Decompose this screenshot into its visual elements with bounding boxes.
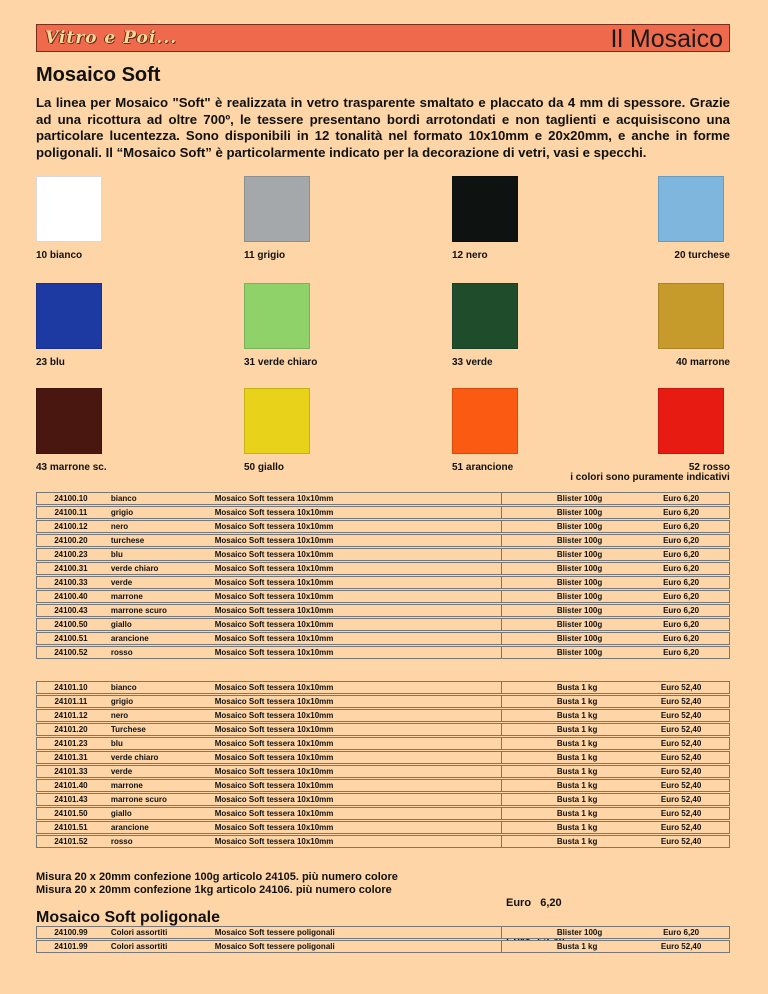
product-description: Mosaico Soft tessere poligonali xyxy=(209,940,501,953)
color-name: marrone scuro xyxy=(105,793,209,806)
article-code: 24100.99 xyxy=(36,926,105,939)
product-description: Mosaico Soft tessera 10x10mm xyxy=(209,618,501,631)
article-code: 24100.20 xyxy=(36,534,105,547)
package-size: Busta 1 kg xyxy=(551,765,627,778)
brand-logo: Vitro e Poi... xyxy=(45,28,178,48)
header-title: Il Mosaico xyxy=(610,25,723,53)
color-name: verde xyxy=(105,765,209,778)
color-name: bianco xyxy=(105,492,209,505)
cell-spacer xyxy=(501,779,551,792)
color-swatch xyxy=(452,176,518,242)
color-name: Colori assortiti xyxy=(105,926,209,939)
price-table-poligonale xyxy=(36,925,730,954)
table-row xyxy=(36,821,730,834)
price-cell: Euro 52,40 xyxy=(627,807,730,820)
color-name: Colori assortiti xyxy=(105,940,209,953)
cell-spacer xyxy=(501,926,551,939)
table-row xyxy=(36,646,730,659)
package-size: Blister 100g xyxy=(551,548,627,561)
swatch-label: 43 marrone sc. xyxy=(36,462,107,473)
table-row xyxy=(36,562,730,575)
cell-spacer xyxy=(501,940,551,953)
price-cell: Euro 6,20 xyxy=(627,520,730,533)
table-row xyxy=(36,548,730,561)
product-description: Mosaico Soft tessera 10x10mm xyxy=(209,548,501,561)
article-code: 24101.99 xyxy=(36,940,105,953)
color-name: nero xyxy=(105,520,209,533)
package-size: Busta 1 kg xyxy=(551,751,627,764)
product-description: Mosaico Soft tessera 10x10mm xyxy=(209,737,501,750)
price-cell: Euro 6,20 xyxy=(627,506,730,519)
article-code: 24100.10 xyxy=(36,492,105,505)
cell-spacer xyxy=(501,590,551,603)
article-code: 24100.31 xyxy=(36,562,105,575)
package-size: Busta 1 kg xyxy=(551,807,627,820)
price-cell: Euro 6,20 xyxy=(627,548,730,561)
color-name: Turchese xyxy=(105,723,209,736)
price-cell: Euro 52,40 xyxy=(627,723,730,736)
article-code: 24101.52 xyxy=(36,835,105,848)
summary-price: Euro 6,20 xyxy=(506,897,562,909)
color-name: verde chiaro xyxy=(105,751,209,764)
color-name: marrone scuro xyxy=(105,604,209,617)
package-size: Busta 1 kg xyxy=(551,723,627,736)
article-code: 24100.51 xyxy=(36,632,105,645)
package-size: Blister 100g xyxy=(551,604,627,617)
color-swatch xyxy=(36,388,102,454)
product-description: Mosaico Soft tessera 10x10mm xyxy=(209,506,501,519)
table-row xyxy=(36,723,730,736)
table-row xyxy=(36,709,730,722)
swatch-label: 52 rosso xyxy=(688,462,730,473)
table-row xyxy=(36,779,730,792)
cell-spacer xyxy=(501,695,551,708)
price-cell: Euro 52,40 xyxy=(627,695,730,708)
price-table-blister xyxy=(36,491,730,660)
color-name: bianco xyxy=(105,681,209,694)
cell-spacer xyxy=(501,723,551,736)
cell-spacer xyxy=(501,751,551,764)
color-name: arancione xyxy=(105,821,209,834)
color-note: i colori sono puramente indicativi xyxy=(570,472,730,483)
color-name: arancione xyxy=(105,632,209,645)
cell-spacer xyxy=(501,765,551,778)
package-size: Busta 1 kg xyxy=(551,779,627,792)
subsection-title: Mosaico Soft poligonale xyxy=(36,909,221,926)
table-row xyxy=(36,737,730,750)
product-description: Mosaico Soft tessera 10x10mm xyxy=(209,632,501,645)
cell-spacer xyxy=(501,492,551,505)
color-swatch xyxy=(244,283,310,349)
article-code: 24100.12 xyxy=(36,520,105,533)
package-size: Blister 100g xyxy=(551,576,627,589)
table-row xyxy=(36,681,730,694)
price-cell: Euro 52,40 xyxy=(627,835,730,848)
cell-spacer xyxy=(501,618,551,631)
table-row xyxy=(36,520,730,533)
article-code: 24100.11 xyxy=(36,506,105,519)
color-name: rosso xyxy=(105,835,209,848)
cell-spacer xyxy=(501,709,551,722)
price-cell: Euro 6,20 xyxy=(627,604,730,617)
product-description: Mosaico Soft tessera 10x10mm xyxy=(209,492,501,505)
price-cell: Euro 6,20 xyxy=(627,926,730,939)
product-description: Mosaico Soft tessera 10x10mm xyxy=(209,695,501,708)
package-size: Blister 100g xyxy=(551,646,627,659)
cell-spacer xyxy=(501,576,551,589)
price-cell: Euro 6,20 xyxy=(627,590,730,603)
product-description: Mosaico Soft tessera 10x10mm xyxy=(209,520,501,533)
package-size: Busta 1 kg xyxy=(551,737,627,750)
price-cell: Euro 6,20 xyxy=(627,632,730,645)
product-description: Mosaico Soft tessera 10x10mm xyxy=(209,590,501,603)
swatch-label: 23 blu xyxy=(36,357,65,368)
price-cell: Euro 52,40 xyxy=(627,940,730,953)
price-cell: Euro 52,40 xyxy=(627,681,730,694)
page-header xyxy=(36,24,730,52)
product-description: Mosaico Soft tessera 10x10mm xyxy=(209,751,501,764)
article-code: 24101.51 xyxy=(36,821,105,834)
color-name: marrone xyxy=(105,590,209,603)
price-cell: Euro 6,20 xyxy=(627,534,730,547)
cell-spacer xyxy=(501,632,551,645)
table-row xyxy=(36,576,730,589)
color-name: rosso xyxy=(105,646,209,659)
color-swatch xyxy=(36,283,102,349)
table-row xyxy=(36,940,730,953)
cell-spacer xyxy=(501,737,551,750)
color-name: giallo xyxy=(105,618,209,631)
swatch-label: 40 marrone xyxy=(676,357,730,368)
package-size: Blister 100g xyxy=(551,926,627,939)
swatch-label: 11 grigio xyxy=(244,250,286,261)
article-code: 24101.43 xyxy=(36,793,105,806)
table-row xyxy=(36,807,730,820)
color-name: blu xyxy=(105,548,209,561)
swatch-label: 12 nero xyxy=(452,250,488,261)
section-title: Mosaico Soft xyxy=(36,64,161,86)
product-description: Mosaico Soft tessera 10x10mm xyxy=(209,793,501,806)
package-size: Blister 100g xyxy=(551,492,627,505)
product-description: Mosaico Soft tessera 10x10mm xyxy=(209,765,501,778)
package-size: Busta 1 kg xyxy=(551,709,627,722)
product-description: Mosaico Soft tessera 10x10mm xyxy=(209,821,501,834)
table-row xyxy=(36,618,730,631)
package-size: Busta 1 kg xyxy=(551,821,627,834)
price-cell: Euro 52,40 xyxy=(627,751,730,764)
summary-text xyxy=(36,871,398,897)
color-swatch xyxy=(658,388,724,454)
product-description: Mosaico Soft tessera 10x10mm xyxy=(209,534,501,547)
color-swatch xyxy=(36,176,102,242)
package-size: Blister 100g xyxy=(551,632,627,645)
swatch-label: 31 verde chiaro xyxy=(244,357,318,368)
price-cell: Euro 6,20 xyxy=(627,646,730,659)
table-row xyxy=(36,632,730,645)
cell-spacer xyxy=(501,604,551,617)
price-cell: Euro 52,40 xyxy=(627,709,730,722)
table-row xyxy=(36,751,730,764)
cell-spacer xyxy=(501,807,551,820)
table-row xyxy=(36,926,730,939)
price-cell: Euro 6,20 xyxy=(627,492,730,505)
article-code: 24101.40 xyxy=(36,779,105,792)
package-size: Busta 1 kg xyxy=(551,793,627,806)
color-name: giallo xyxy=(105,807,209,820)
cell-spacer xyxy=(501,793,551,806)
color-swatch xyxy=(244,388,310,454)
price-table-busta xyxy=(36,680,730,849)
product-description: Mosaico Soft tessera 10x10mm xyxy=(209,646,501,659)
color-name: marrone xyxy=(105,779,209,792)
article-code: 24101.23 xyxy=(36,737,105,750)
table-row xyxy=(36,765,730,778)
cell-spacer xyxy=(501,646,551,659)
product-description: Mosaico Soft tessera 10x10mm xyxy=(209,604,501,617)
summary-line: Misura 20 x 20mm confezione 1kg articolo 24106. più numero colore xyxy=(36,884,392,896)
color-swatch xyxy=(452,283,518,349)
product-description: Mosaico Soft tessera 10x10mm xyxy=(209,576,501,589)
color-swatch xyxy=(452,388,518,454)
cell-spacer xyxy=(501,821,551,834)
product-description: Mosaico Soft tessera 10x10mm xyxy=(209,723,501,736)
swatch-label: 20 turchese xyxy=(674,250,730,261)
color-name: nero xyxy=(105,709,209,722)
price-cell: Euro 6,20 xyxy=(627,618,730,631)
table-row xyxy=(36,604,730,617)
article-code: 24100.52 xyxy=(36,646,105,659)
article-code: 24101.50 xyxy=(36,807,105,820)
article-code: 24100.43 xyxy=(36,604,105,617)
cell-spacer xyxy=(501,681,551,694)
color-name: verde xyxy=(105,576,209,589)
color-name: turchese xyxy=(105,534,209,547)
article-code: 24101.31 xyxy=(36,751,105,764)
table-row xyxy=(36,590,730,603)
price-cell: Euro 52,40 xyxy=(627,765,730,778)
price-cell: Euro 52,40 xyxy=(627,793,730,806)
product-description: Mosaico Soft tessera 10x10mm xyxy=(209,562,501,575)
package-size: Busta 1 kg xyxy=(551,835,627,848)
package-size: Blister 100g xyxy=(551,534,627,547)
article-code: 24101.20 xyxy=(36,723,105,736)
product-description: Mosaico Soft tessera 10x10mm xyxy=(209,681,501,694)
package-size: Blister 100g xyxy=(551,562,627,575)
package-size: Blister 100g xyxy=(551,520,627,533)
cell-spacer xyxy=(501,534,551,547)
product-description: Mosaico Soft tessera 10x10mm xyxy=(209,709,501,722)
article-code: 24100.50 xyxy=(36,618,105,631)
table-row xyxy=(36,793,730,806)
color-name: grigio xyxy=(105,506,209,519)
intro-paragraph: La linea per Mosaico "Soft" è realizzata in vetro trasparente smaltato e placcato da 4 mm di spessore. Grazie ad una ricottura ad oltre 700º, le tessere presentano bordi arrotondati e non taglienti e acquisiscono una particolare lucentezza. Sono disponibili in 12 tonalità nel formato 10x10mm e 20x20mm, e anche in forme poligonali. Il “Mosaico Soft” è particolarmente indicato per la decorazione di vetri, vasi e specchi. xyxy=(36,95,730,160)
color-name: blu xyxy=(105,737,209,750)
product-description: Mosaico Soft tessera 10x10mm xyxy=(209,835,501,848)
price-cell: Euro 52,40 xyxy=(627,737,730,750)
package-size: Busta 1 kg xyxy=(551,681,627,694)
package-size: Blister 100g xyxy=(551,506,627,519)
price-cell: Euro 6,20 xyxy=(627,576,730,589)
article-code: 24100.23 xyxy=(36,548,105,561)
cell-spacer xyxy=(501,548,551,561)
table-row xyxy=(36,835,730,848)
summary-line: Misura 20 x 20mm confezione 100g articolo 24105. più numero colore xyxy=(36,871,398,883)
article-code: 24100.33 xyxy=(36,576,105,589)
color-name: grigio xyxy=(105,695,209,708)
swatch-label: 50 giallo xyxy=(244,462,285,473)
cell-spacer xyxy=(501,506,551,519)
article-code: 24101.12 xyxy=(36,709,105,722)
color-swatch xyxy=(244,176,310,242)
package-size: Busta 1 kg xyxy=(551,940,627,953)
cell-spacer xyxy=(501,562,551,575)
cell-spacer xyxy=(501,520,551,533)
swatch-label: 51 arancione xyxy=(452,462,514,473)
package-size: Busta 1 kg xyxy=(551,695,627,708)
color-name: verde chiaro xyxy=(105,562,209,575)
swatch-label: 33 verde xyxy=(452,357,493,368)
swatch-label: 10 bianco xyxy=(36,250,83,261)
table-row xyxy=(36,492,730,505)
product-description: Mosaico Soft tessere poligonali xyxy=(209,926,501,939)
product-description: Mosaico Soft tessera 10x10mm xyxy=(209,807,501,820)
article-code: 24101.11 xyxy=(36,695,105,708)
product-description: Mosaico Soft tessera 10x10mm xyxy=(209,779,501,792)
article-code: 24101.33 xyxy=(36,765,105,778)
table-row xyxy=(36,534,730,547)
table-row xyxy=(36,695,730,708)
article-code: 24100.40 xyxy=(36,590,105,603)
table-row xyxy=(36,506,730,519)
cell-spacer xyxy=(501,835,551,848)
package-size: Blister 100g xyxy=(551,590,627,603)
price-cell: Euro 6,20 xyxy=(627,562,730,575)
price-cell: Euro 52,40 xyxy=(627,779,730,792)
color-swatch xyxy=(658,176,724,242)
price-cell: Euro 52,40 xyxy=(627,821,730,834)
package-size: Blister 100g xyxy=(551,618,627,631)
color-swatch xyxy=(658,283,724,349)
article-code: 24101.10 xyxy=(36,681,105,694)
